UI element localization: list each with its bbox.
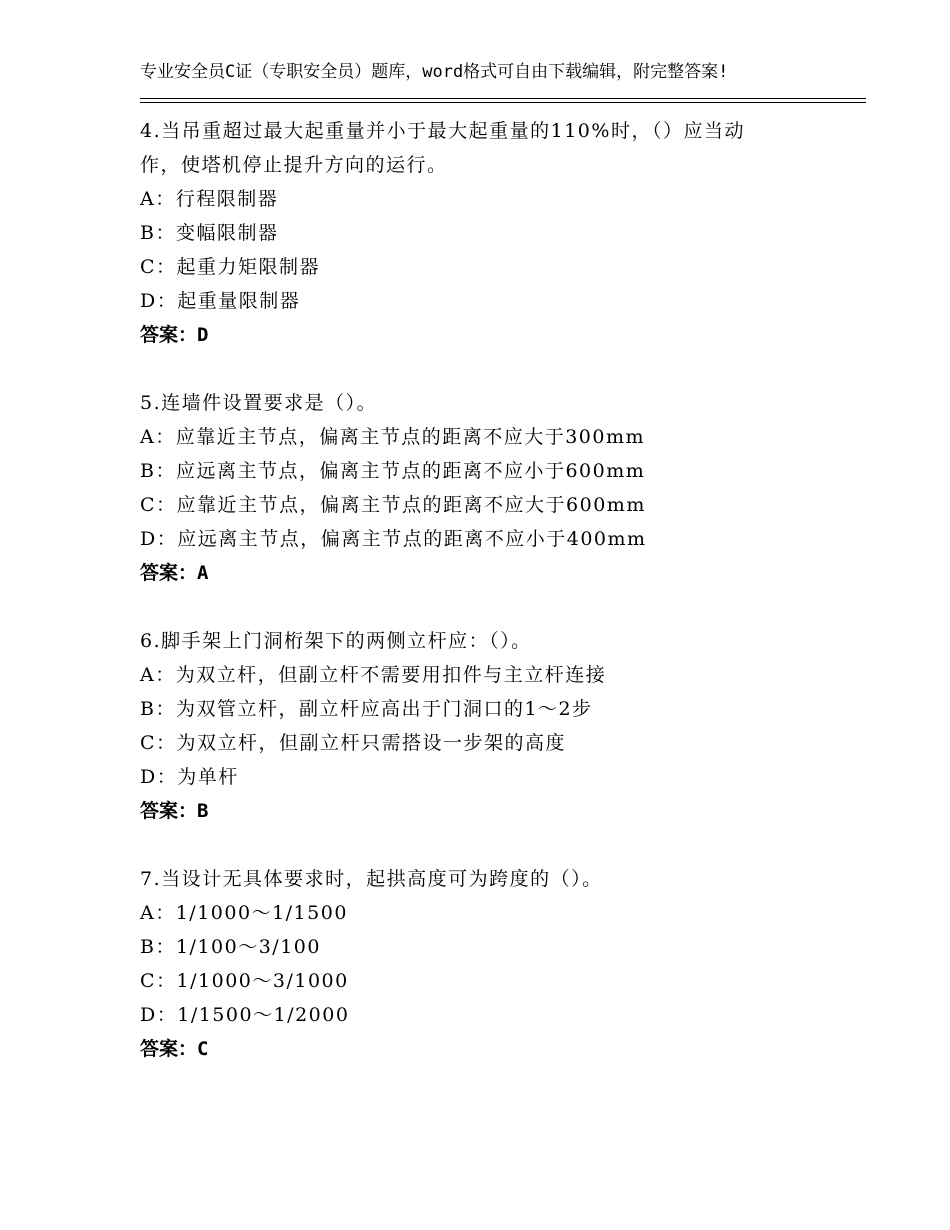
question-stem: 5.连墙件设置要求是（）。 (140, 392, 378, 414)
page-header: 专业安全员C证（专职安全员）题库，word格式可自由下载编辑，附完整答案! (140, 62, 729, 82)
question-stem: 6.脚手架上门洞桁架下的两侧立杆应：（）。 (140, 630, 532, 652)
question-6 (140, 624, 840, 828)
answer-label: 答案：C (140, 1038, 209, 1060)
option-d: D：1/1500～1/2000 (140, 1004, 350, 1026)
option-b: B：1/100～3/100 (140, 936, 321, 958)
option-a: A：1/1000～1/1500 (140, 902, 348, 924)
option-b: B：为双管立杆，副立杆应高出于门洞口的1～2步 (140, 698, 593, 720)
question-5 (140, 386, 840, 590)
option-c: C：为双立杆，但副立杆只需搭设一步架的高度 (140, 732, 567, 754)
option-c: C：起重力矩限制器 (140, 256, 321, 278)
answer-label: 答案：B (140, 800, 209, 822)
question-stem: 4.当吊重超过最大起重量并小于最大起重量的110%时，（）应当动 (140, 120, 745, 142)
question-stem: 作，使塔机停止提升方向的运行。 (140, 154, 448, 176)
option-d: D：应远离主节点，偏离主节点的距离不应小于400mm (140, 528, 647, 550)
header-rule-top (140, 98, 866, 99)
answer-label: 答案：D (140, 324, 209, 346)
option-d: D：为单杆 (140, 766, 239, 788)
option-b: B：变幅限制器 (140, 222, 279, 244)
option-a: A：应靠近主节点，偏离主节点的距离不应大于300mm (140, 426, 646, 448)
question-stem: 7.当设计无具体要求时，起拱高度可为跨度的（）。 (140, 868, 603, 890)
header-rule-bottom (140, 102, 866, 103)
option-b: B：应远离主节点，偏离主节点的距离不应小于600mm (140, 460, 646, 482)
option-c: C：1/1000～3/1000 (140, 970, 349, 992)
question-4 (140, 114, 840, 352)
question-7 (140, 862, 840, 1066)
option-a: A：为双立杆，但副立杆不需要用扣件与主立杆连接 (140, 664, 607, 686)
option-c: C：应靠近主节点，偏离主节点的距离不应大于600mm (140, 494, 646, 516)
option-d: D：起重量限制器 (140, 290, 301, 312)
option-a: A：行程限制器 (140, 188, 279, 210)
question-list (140, 114, 840, 1100)
answer-label: 答案：A (140, 562, 209, 584)
